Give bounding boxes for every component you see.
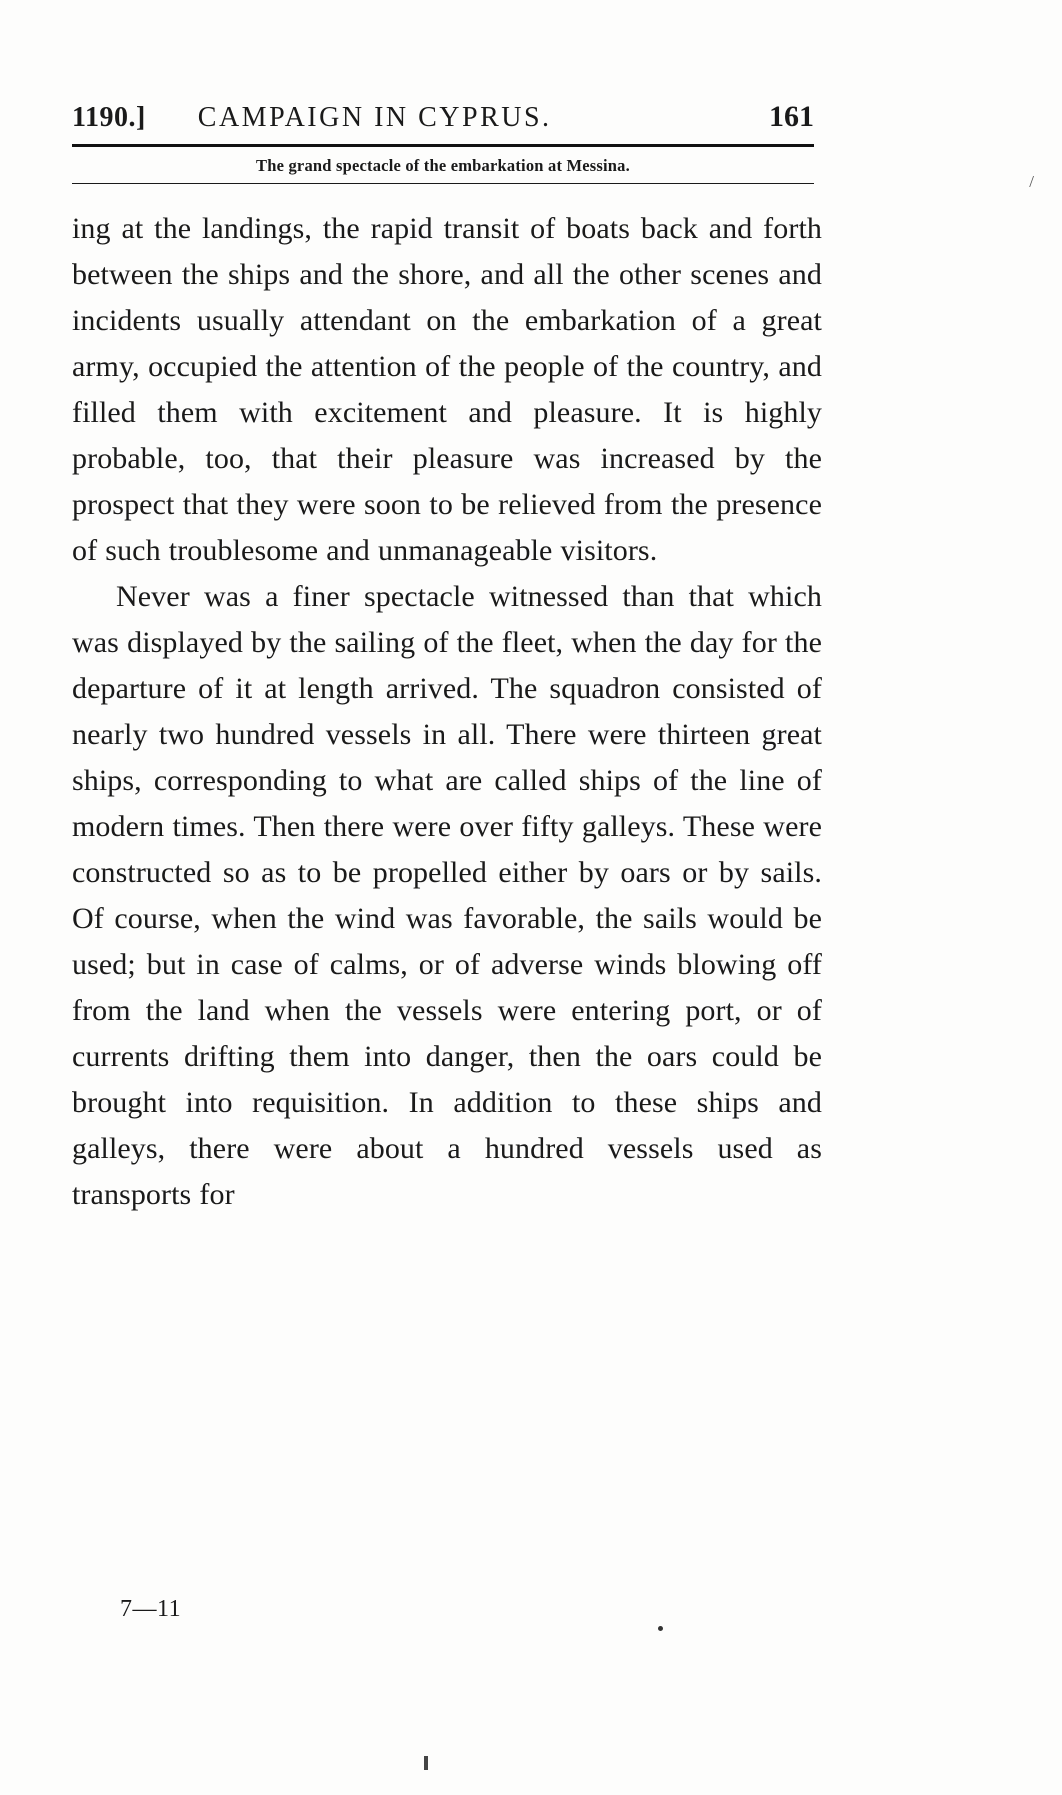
paragraph-continued: ing at the landings, the rapid transit of boats back and forth between the ships and the shore, and all the other scenes and incidents usually attendant on the embarkation of a great army, occupied the attention of the people of the country, and filled them with excitement and pleasure. It is highly probable, too, that their pleasure was increased by the prospect that they were soon to be relieved from the presence of such troublesome and unmanageable visitors.	[72, 212, 822, 567]
header-year-folio: 1190.]	[72, 102, 146, 133]
margin-tick-mark: /	[1029, 172, 1034, 191]
page-header	[72, 100, 814, 134]
signature-mark: 7—11	[120, 1596, 182, 1622]
header-rule-thin	[72, 183, 814, 184]
body-text	[72, 206, 822, 1218]
running-title: CAMPAIGN IN CYPRUS.	[197, 102, 552, 133]
page-edge-mark	[424, 1756, 428, 1770]
section-subheading: The grand spectacle of the embarkation at Messina.	[256, 156, 630, 175]
page-content	[72, 100, 822, 1218]
page-number: 161	[769, 100, 814, 133]
ink-speck	[658, 1626, 663, 1631]
paragraph-spectacle: Never was a finer spectacle witnessed than that which was displayed by the sailing of the fleet, when the day for the departure of it at length arrived. The squadron consisted of nearly two hundred vessels in all. There were thirteen great ships, corresponding to what are called ships of the line of modern times. Then there were over fifty galleys. These were constructed so as to be propelled either by oars or by sails. Of course, when the wind was favorable, the sails would be used; but in case of calms, or of adverse winds blowing off from the land when the vessels were entering port, or of currents drifting them into danger, then the oars could be brought into requisition. In addition to these ships and galleys, there were about a hundred vessels used as transports for	[72, 580, 822, 1211]
